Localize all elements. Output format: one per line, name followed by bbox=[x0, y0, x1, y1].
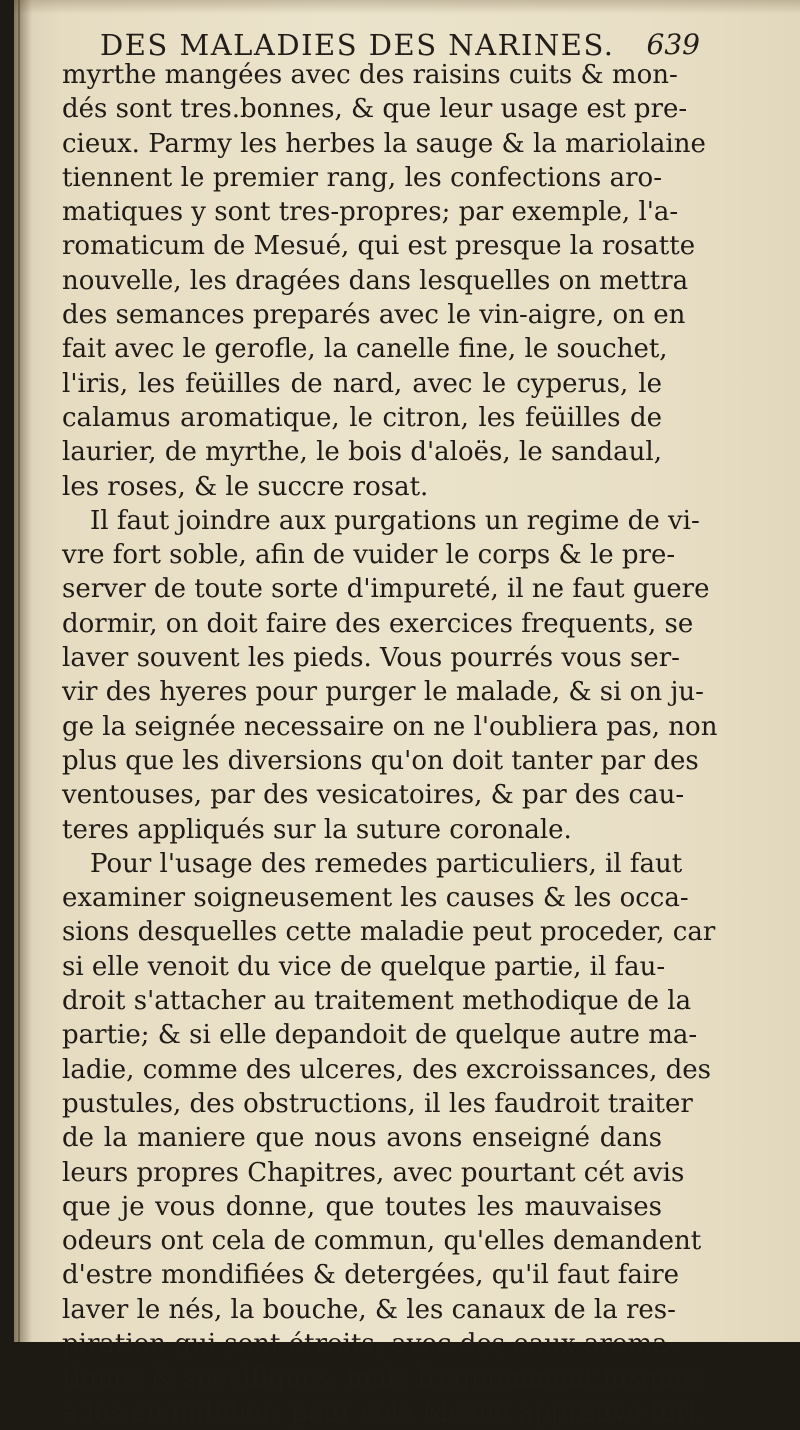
text-line: d'estre mondifiées & detergées, qu'il faut faire bbox=[62, 1260, 680, 1291]
text-line: Il faut joindre aux purgations un regime de vi- bbox=[90, 505, 700, 536]
page-number: 639 bbox=[646, 28, 700, 61]
running-head: DES MALADIES DES NARINES. bbox=[100, 28, 615, 62]
text-line: examiner soigneusement les causes & les occa- bbox=[62, 883, 689, 914]
text-line: si elle venoit du vice de quelque partie, il fau- bbox=[62, 951, 666, 982]
text-line: cieux. Parmy les herbes la sauge & la mariolaine bbox=[62, 128, 706, 159]
text-line: Pour l'usage des remedes particuliers, il faut bbox=[90, 848, 683, 879]
text-line: leurs propres Chapitres, avec pourtant cét avis bbox=[62, 1157, 685, 1188]
text-line: vir des hyeres pour purger le malade, & si on ju- bbox=[62, 677, 704, 708]
text-line: dormir, on doit faire des exercices frequents, se bbox=[62, 608, 694, 639]
text-line: romaticum de Mesué, qui est presque la rosatte bbox=[62, 231, 696, 262]
text-line: pustules, des obstructions, il les faudroit traiter bbox=[62, 1088, 693, 1119]
text-line: de la maniere que nous avons enseigné dans bbox=[62, 1123, 662, 1154]
text-line: laurier, de myrthe, le bois d'aloës, le sandaul, bbox=[62, 437, 662, 468]
text-line: calamus aromatique, le citron, les feüilles de bbox=[62, 402, 662, 433]
text-line: droit s'attacher au traitement methodique de la bbox=[62, 986, 692, 1017]
binding-edge bbox=[18, 0, 20, 1342]
text-line: à les en imbiber; pour cela Mesué approuve fort bbox=[62, 1397, 699, 1428]
text-line: ge la seignée necessaire on ne l'oubliera pas, non bbox=[62, 711, 718, 742]
text-line: plus que les diversions qu'on doit tanter par des bbox=[62, 745, 699, 776]
text-line: vre fort soble, afin de vuider le corps & le pre- bbox=[62, 540, 676, 571]
text-line: l'iris, les feüilles de nard, avec le cyperus, le bbox=[62, 368, 662, 399]
text-line: nouvelle, les dragées dans lesquelles on mettra bbox=[62, 265, 689, 296]
text-line: les roses, & le succre rosat. bbox=[62, 471, 429, 502]
text-line: piration qui sont étroits, avec des eaux aroma- bbox=[62, 1328, 677, 1359]
text-line: des semances preparés avec le vin-aigre, on en bbox=[62, 300, 686, 331]
text-line: partie; & si elle depandoit de quelque autre ma- bbox=[62, 1020, 698, 1051]
text-line: laver le nés, la bouche, & les canaux de la res- bbox=[62, 1294, 676, 1325]
text-line: myrthe mangées avec des raisins cuits & mon- bbox=[62, 60, 678, 90]
text-line: sions desquelles cette maladie peut proceder, car bbox=[62, 917, 716, 948]
text-line: dés sont tres.bonnes, & que leur usage est pre- bbox=[62, 94, 688, 125]
text-line: ventouses, par des vesicatoires, & par des cau- bbox=[62, 780, 685, 811]
text-line: que je vous donne, que toutes les mauvaises bbox=[62, 1191, 662, 1222]
text-line: server de toute sorte d'impureté, il ne faut guere bbox=[62, 574, 710, 605]
text-line: teres appliqués sur la suture coronale. bbox=[62, 814, 572, 845]
text-line: laver souvent les pieds. Vous pourrés vous ser- bbox=[62, 643, 680, 674]
body-text bbox=[62, 58, 718, 1430]
text-line: ladie, comme des ulceres, des excroissances, des bbox=[62, 1054, 711, 1085]
text-line: tiennent le premier rang, les confections aro- bbox=[62, 162, 662, 193]
book-page bbox=[14, 0, 800, 1428]
text-line: tiques & specifiques, mais frequemment jusques bbox=[62, 1363, 704, 1394]
text-line: fait avec le gerofle, la canelle fine, le souchet, bbox=[62, 334, 668, 365]
text-line: odeurs ont cela de commun, qu'elles demandent bbox=[62, 1226, 702, 1257]
text-line: matiques y sont tres-propres; par exemple, l'a- bbox=[62, 197, 679, 228]
